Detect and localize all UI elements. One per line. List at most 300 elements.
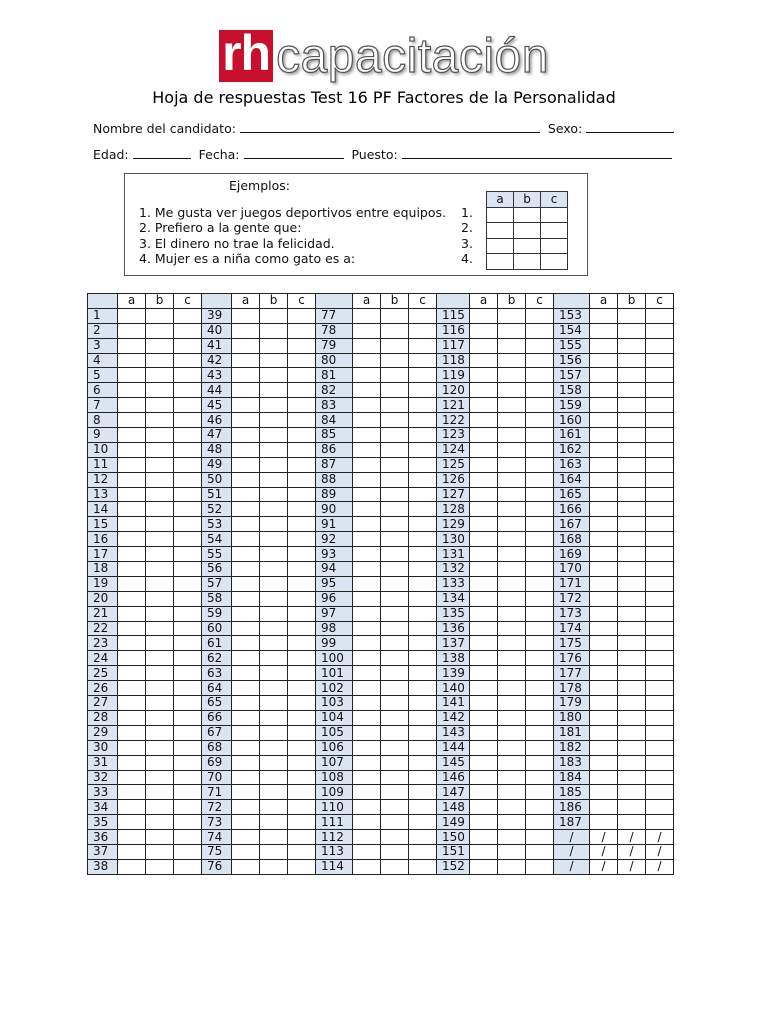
answer-cell[interactable] (146, 725, 174, 740)
answer-cell[interactable] (174, 502, 202, 517)
answer-cell[interactable] (618, 740, 646, 755)
date-field[interactable] (244, 145, 344, 159)
answer-cell[interactable] (260, 755, 288, 770)
answer-cell[interactable] (118, 457, 146, 472)
answer-cell[interactable] (232, 651, 260, 666)
answer-cell[interactable] (409, 308, 437, 323)
answer-cell[interactable] (590, 681, 618, 696)
example-answer-cell[interactable] (541, 223, 568, 239)
answer-cell[interactable] (260, 413, 288, 428)
answer-cell[interactable] (590, 755, 618, 770)
answer-cell[interactable] (646, 815, 674, 830)
answer-cell[interactable] (470, 844, 498, 859)
example-answer-cell[interactable] (541, 238, 568, 254)
answer-cell[interactable] (646, 725, 674, 740)
answer-cell[interactable] (498, 710, 526, 725)
answer-cell[interactable] (381, 681, 409, 696)
answer-cell[interactable] (618, 428, 646, 443)
answer-cell[interactable] (260, 428, 288, 443)
answer-cell[interactable] (470, 696, 498, 711)
answer-cell[interactable] (353, 621, 381, 636)
answer-cell[interactable] (526, 517, 554, 532)
answer-cell[interactable] (590, 353, 618, 368)
answer-cell[interactable] (526, 383, 554, 398)
answer-cell[interactable] (409, 606, 437, 621)
answer-cell[interactable] (618, 606, 646, 621)
answer-cell[interactable] (174, 487, 202, 502)
answer-cell[interactable] (590, 532, 618, 547)
answer-cell[interactable] (232, 323, 260, 338)
answer-cell[interactable] (409, 398, 437, 413)
answer-cell[interactable] (118, 606, 146, 621)
answer-cell[interactable] (118, 710, 146, 725)
answer-cell[interactable] (498, 338, 526, 353)
answer-cell[interactable] (232, 308, 260, 323)
answer-cell[interactable] (232, 666, 260, 681)
answer-cell[interactable] (146, 532, 174, 547)
answer-cell[interactable] (409, 696, 437, 711)
answer-cell[interactable] (146, 859, 174, 874)
answer-cell[interactable] (288, 576, 316, 591)
answer-cell[interactable] (590, 740, 618, 755)
answer-cell[interactable] (232, 368, 260, 383)
answer-cell[interactable] (353, 844, 381, 859)
answer-cell[interactable] (470, 755, 498, 770)
answer-cell[interactable] (470, 621, 498, 636)
answer-cell[interactable] (646, 696, 674, 711)
answer-cell[interactable] (353, 800, 381, 815)
answer-cell[interactable] (409, 576, 437, 591)
answer-cell[interactable] (646, 308, 674, 323)
answer-cell[interactable] (590, 472, 618, 487)
answer-cell[interactable] (498, 740, 526, 755)
answer-cell[interactable] (260, 323, 288, 338)
answer-cell[interactable] (498, 323, 526, 338)
answer-cell[interactable] (118, 725, 146, 740)
answer-cell[interactable] (618, 755, 646, 770)
answer-cell[interactable] (646, 413, 674, 428)
answer-cell[interactable] (526, 815, 554, 830)
answer-cell[interactable] (618, 532, 646, 547)
example-answer-cell[interactable] (514, 238, 541, 254)
answer-cell[interactable] (409, 621, 437, 636)
answer-cell[interactable] (590, 547, 618, 562)
answer-cell[interactable] (381, 502, 409, 517)
answer-cell[interactable] (381, 755, 409, 770)
answer-cell[interactable] (288, 651, 316, 666)
answer-cell[interactable] (118, 398, 146, 413)
answer-cell[interactable] (498, 800, 526, 815)
answer-cell[interactable] (146, 576, 174, 591)
answer-cell[interactable] (409, 547, 437, 562)
answer-cell[interactable] (174, 740, 202, 755)
answer-cell[interactable] (526, 562, 554, 577)
answer-cell[interactable] (260, 859, 288, 874)
answer-cell[interactable] (646, 338, 674, 353)
answer-cell[interactable] (118, 308, 146, 323)
answer-cell[interactable] (118, 830, 146, 845)
answer-cell[interactable] (353, 696, 381, 711)
answer-cell[interactable] (498, 383, 526, 398)
answer-cell[interactable] (590, 666, 618, 681)
answer-cell[interactable] (646, 398, 674, 413)
answer-cell[interactable] (409, 457, 437, 472)
answer-cell[interactable] (590, 815, 618, 830)
answer-cell[interactable] (260, 830, 288, 845)
answer-cell[interactable] (618, 710, 646, 725)
answer-cell[interactable] (526, 323, 554, 338)
answer-cell[interactable] (146, 547, 174, 562)
answer-cell[interactable] (353, 815, 381, 830)
answer-cell[interactable] (470, 472, 498, 487)
answer-cell[interactable] (288, 562, 316, 577)
answer-cell[interactable] (232, 815, 260, 830)
answer-cell[interactable] (146, 398, 174, 413)
answer-cell[interactable] (618, 323, 646, 338)
answer-cell[interactable] (353, 487, 381, 502)
answer-cell[interactable] (174, 710, 202, 725)
answer-cell[interactable] (353, 338, 381, 353)
answer-cell[interactable] (146, 353, 174, 368)
answer-cell[interactable] (288, 740, 316, 755)
answer-cell[interactable] (288, 353, 316, 368)
answer-cell[interactable] (646, 562, 674, 577)
position-field[interactable] (402, 145, 672, 159)
answer-cell[interactable] (498, 368, 526, 383)
answer-cell[interactable] (646, 606, 674, 621)
answer-cell[interactable] (618, 696, 646, 711)
answer-cell[interactable] (118, 696, 146, 711)
answer-cell[interactable] (260, 591, 288, 606)
answer-cell[interactable] (409, 428, 437, 443)
answer-cell[interactable] (409, 815, 437, 830)
answer-cell[interactable] (381, 472, 409, 487)
answer-cell[interactable] (288, 338, 316, 353)
example-answer-cell[interactable] (514, 207, 541, 223)
answer-cell[interactable] (146, 442, 174, 457)
answer-cell[interactable] (353, 740, 381, 755)
answer-cell[interactable] (118, 562, 146, 577)
answer-cell[interactable] (118, 428, 146, 443)
answer-cell[interactable] (118, 323, 146, 338)
answer-cell[interactable] (288, 547, 316, 562)
answer-cell[interactable] (260, 770, 288, 785)
answer-cell[interactable] (174, 770, 202, 785)
answer-cell[interactable] (498, 428, 526, 443)
answer-cell[interactable] (174, 696, 202, 711)
answer-cell[interactable] (381, 740, 409, 755)
answer-cell[interactable] (618, 457, 646, 472)
answer-cell[interactable] (590, 696, 618, 711)
answer-cell[interactable] (232, 710, 260, 725)
answer-cell[interactable] (232, 517, 260, 532)
answer-cell[interactable] (409, 710, 437, 725)
answer-cell[interactable] (288, 710, 316, 725)
answer-cell[interactable] (409, 562, 437, 577)
answer-cell[interactable] (174, 442, 202, 457)
answer-cell[interactable] (353, 681, 381, 696)
answer-cell[interactable] (232, 457, 260, 472)
answer-cell[interactable] (646, 636, 674, 651)
age-field[interactable] (133, 145, 191, 159)
answer-cell[interactable] (470, 815, 498, 830)
answer-cell[interactable] (618, 770, 646, 785)
answer-cell[interactable] (260, 696, 288, 711)
answer-cell[interactable] (146, 517, 174, 532)
answer-cell[interactable] (381, 353, 409, 368)
answer-cell[interactable] (470, 606, 498, 621)
answer-cell[interactable] (118, 859, 146, 874)
answer-cell[interactable] (232, 785, 260, 800)
answer-cell[interactable] (381, 517, 409, 532)
answer-cell[interactable] (381, 368, 409, 383)
answer-cell[interactable] (590, 725, 618, 740)
answer-cell[interactable] (470, 413, 498, 428)
answer-cell[interactable] (498, 398, 526, 413)
answer-cell[interactable] (174, 830, 202, 845)
answer-cell[interactable] (498, 353, 526, 368)
answer-cell[interactable] (618, 308, 646, 323)
answer-cell[interactable] (618, 800, 646, 815)
answer-cell[interactable] (381, 859, 409, 874)
answer-cell[interactable] (409, 472, 437, 487)
answer-cell[interactable] (118, 740, 146, 755)
answer-cell[interactable] (174, 308, 202, 323)
answer-cell[interactable] (526, 547, 554, 562)
answer-cell[interactable] (232, 755, 260, 770)
answer-cell[interactable] (118, 353, 146, 368)
answer-cell[interactable] (353, 591, 381, 606)
answer-cell[interactable] (526, 651, 554, 666)
answer-cell[interactable] (409, 353, 437, 368)
answer-cell[interactable] (646, 591, 674, 606)
answer-cell[interactable] (260, 338, 288, 353)
answer-cell[interactable] (646, 532, 674, 547)
answer-cell[interactable] (470, 562, 498, 577)
answer-cell[interactable] (353, 472, 381, 487)
answer-cell[interactable] (232, 398, 260, 413)
answer-cell[interactable] (470, 502, 498, 517)
answer-cell[interactable] (470, 308, 498, 323)
answer-cell[interactable] (174, 844, 202, 859)
answer-cell[interactable] (526, 770, 554, 785)
answer-cell[interactable] (526, 413, 554, 428)
answer-cell[interactable] (498, 457, 526, 472)
answer-cell[interactable] (288, 591, 316, 606)
answer-cell[interactable] (618, 398, 646, 413)
answer-cell[interactable] (409, 323, 437, 338)
answer-cell[interactable] (409, 785, 437, 800)
answer-cell[interactable] (470, 725, 498, 740)
answer-cell[interactable] (146, 591, 174, 606)
answer-cell[interactable] (146, 666, 174, 681)
answer-cell[interactable] (118, 681, 146, 696)
answer-cell[interactable] (288, 413, 316, 428)
answer-cell[interactable] (146, 487, 174, 502)
answer-cell[interactable] (409, 487, 437, 502)
answer-cell[interactable] (353, 576, 381, 591)
answer-cell[interactable] (232, 472, 260, 487)
answer-cell[interactable] (232, 338, 260, 353)
answer-cell[interactable] (174, 562, 202, 577)
answer-cell[interactable] (260, 576, 288, 591)
answer-cell[interactable] (646, 651, 674, 666)
example-answer-cell[interactable] (487, 254, 514, 270)
answer-cell[interactable] (618, 621, 646, 636)
answer-cell[interactable] (526, 308, 554, 323)
answer-cell[interactable] (260, 844, 288, 859)
answer-cell[interactable] (232, 428, 260, 443)
answer-cell[interactable] (146, 368, 174, 383)
answer-cell[interactable] (470, 591, 498, 606)
answer-cell[interactable] (232, 562, 260, 577)
answer-cell[interactable] (288, 696, 316, 711)
answer-cell[interactable] (618, 547, 646, 562)
answer-cell[interactable] (353, 413, 381, 428)
answer-cell[interactable] (288, 398, 316, 413)
answer-cell[interactable] (409, 859, 437, 874)
answer-cell[interactable] (288, 844, 316, 859)
answer-cell[interactable] (174, 725, 202, 740)
answer-cell[interactable] (146, 323, 174, 338)
answer-cell[interactable] (409, 368, 437, 383)
answer-cell[interactable] (232, 740, 260, 755)
answer-cell[interactable] (174, 428, 202, 443)
answer-cell[interactable] (409, 502, 437, 517)
answer-cell[interactable] (260, 308, 288, 323)
answer-cell[interactable] (409, 532, 437, 547)
answer-cell[interactable] (353, 859, 381, 874)
answer-cell[interactable] (174, 413, 202, 428)
example-answer-cell[interactable] (487, 223, 514, 239)
answer-cell[interactable] (381, 710, 409, 725)
answer-cell[interactable] (470, 859, 498, 874)
answer-cell[interactable] (498, 725, 526, 740)
answer-cell[interactable] (260, 636, 288, 651)
answer-cell[interactable] (174, 800, 202, 815)
answer-cell[interactable] (646, 472, 674, 487)
answer-cell[interactable] (146, 681, 174, 696)
answer-cell[interactable] (590, 591, 618, 606)
answer-cell[interactable] (174, 517, 202, 532)
answer-cell[interactable] (260, 621, 288, 636)
answer-cell[interactable] (381, 844, 409, 859)
answer-cell[interactable] (498, 859, 526, 874)
answer-cell[interactable] (409, 442, 437, 457)
answer-cell[interactable] (381, 815, 409, 830)
answer-cell[interactable] (498, 681, 526, 696)
candidate-name-field[interactable] (240, 119, 540, 133)
answer-cell[interactable] (498, 517, 526, 532)
answer-cell[interactable] (232, 621, 260, 636)
answer-cell[interactable] (260, 547, 288, 562)
answer-cell[interactable] (646, 710, 674, 725)
answer-cell[interactable] (118, 800, 146, 815)
answer-cell[interactable] (526, 606, 554, 621)
answer-cell[interactable] (526, 487, 554, 502)
answer-cell[interactable] (174, 636, 202, 651)
answer-cell[interactable] (232, 576, 260, 591)
sex-field[interactable] (586, 119, 674, 133)
answer-cell[interactable] (118, 532, 146, 547)
answer-cell[interactable] (174, 398, 202, 413)
answer-cell[interactable] (146, 844, 174, 859)
answer-cell[interactable] (118, 815, 146, 830)
answer-cell[interactable] (174, 547, 202, 562)
answer-cell[interactable] (590, 576, 618, 591)
answer-cell[interactable] (470, 785, 498, 800)
example-answer-cell[interactable] (487, 238, 514, 254)
answer-cell[interactable] (260, 785, 288, 800)
answer-cell[interactable] (498, 308, 526, 323)
answer-cell[interactable] (232, 770, 260, 785)
answer-cell[interactable] (526, 696, 554, 711)
answer-cell[interactable] (381, 621, 409, 636)
answer-cell[interactable] (526, 502, 554, 517)
answer-cell[interactable] (618, 472, 646, 487)
answer-cell[interactable] (118, 368, 146, 383)
answer-cell[interactable] (498, 696, 526, 711)
answer-cell[interactable] (409, 383, 437, 398)
answer-cell[interactable] (288, 815, 316, 830)
answer-cell[interactable] (646, 770, 674, 785)
answer-cell[interactable] (381, 785, 409, 800)
answer-cell[interactable] (353, 457, 381, 472)
answer-cell[interactable] (381, 636, 409, 651)
answer-cell[interactable] (590, 398, 618, 413)
answer-cell[interactable] (526, 636, 554, 651)
answer-cell[interactable] (118, 517, 146, 532)
answer-cell[interactable] (590, 338, 618, 353)
answer-cell[interactable] (470, 800, 498, 815)
answer-cell[interactable] (353, 666, 381, 681)
answer-cell[interactable] (118, 770, 146, 785)
answer-cell[interactable] (618, 562, 646, 577)
answer-cell[interactable] (646, 547, 674, 562)
answer-cell[interactable] (353, 442, 381, 457)
answer-cell[interactable] (232, 353, 260, 368)
answer-cell[interactable] (470, 576, 498, 591)
example-answer-cell[interactable] (514, 254, 541, 270)
answer-cell[interactable] (409, 666, 437, 681)
answer-cell[interactable] (526, 442, 554, 457)
answer-cell[interactable] (288, 308, 316, 323)
answer-cell[interactable] (618, 353, 646, 368)
answer-cell[interactable] (409, 681, 437, 696)
answer-cell[interactable] (174, 651, 202, 666)
answer-cell[interactable] (260, 562, 288, 577)
answer-cell[interactable] (353, 725, 381, 740)
example-answer-cell[interactable] (541, 254, 568, 270)
answer-cell[interactable] (526, 844, 554, 859)
answer-cell[interactable] (470, 532, 498, 547)
answer-cell[interactable] (381, 428, 409, 443)
answer-cell[interactable] (646, 681, 674, 696)
answer-cell[interactable] (526, 621, 554, 636)
answer-cell[interactable] (646, 383, 674, 398)
answer-cell[interactable] (470, 636, 498, 651)
answer-cell[interactable] (409, 755, 437, 770)
answer-cell[interactable] (118, 502, 146, 517)
answer-cell[interactable] (381, 770, 409, 785)
answer-cell[interactable] (590, 383, 618, 398)
answer-cell[interactable] (590, 710, 618, 725)
answer-cell[interactable] (146, 710, 174, 725)
answer-cell[interactable] (260, 487, 288, 502)
answer-cell[interactable] (232, 859, 260, 874)
answer-cell[interactable] (526, 740, 554, 755)
answer-cell[interactable] (526, 591, 554, 606)
